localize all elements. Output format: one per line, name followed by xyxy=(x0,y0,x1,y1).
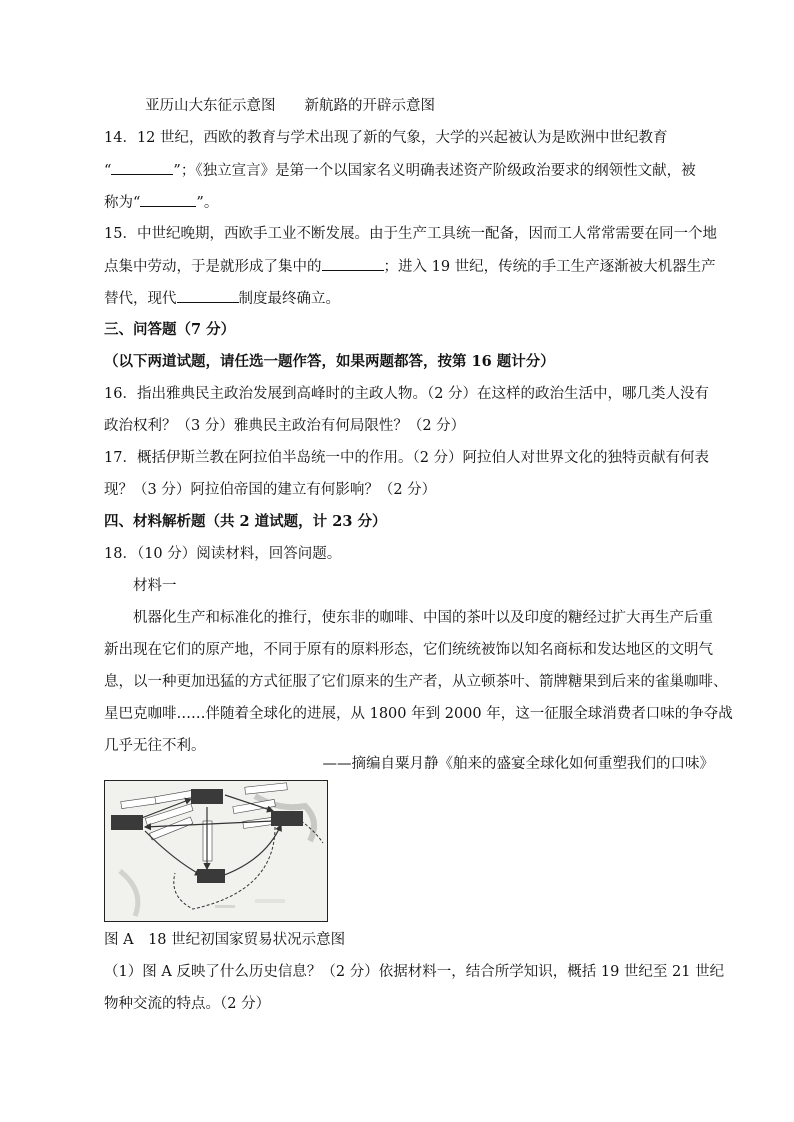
q18-material-p1: 机器化生产和标准化的推行，使东非的咖啡、中国的茶叶以及印度的糖经过扩大再生产后重 xyxy=(133,610,713,626)
map-mark xyxy=(255,899,285,903)
q16-line2: 政治权利？（3 分）雅典民主政治有何局限性？（2 分） xyxy=(104,418,466,434)
q18-material-p5: 几乎无往不利。 xyxy=(104,738,206,754)
region-node xyxy=(191,789,223,804)
region-node xyxy=(197,869,225,883)
section3-note: （以下两道试题，请任选一题作答，如果两题都答，按第 16 题计分） xyxy=(104,353,555,370)
region-node xyxy=(111,815,143,830)
q18-material-p3: 息，以一种更加迅猛的方式征服了它们原来的生产者，从立顿茶叶、箭牌糖果到后来的雀巢咖啡、 xyxy=(104,674,728,690)
q14-quote-open: “ xyxy=(104,163,112,179)
q18-material-p4: 星巴克咖啡……伴随着全球化的进展，从 1800 年到 2000 年，这一征服全球消费者口味的争夺战 xyxy=(104,706,733,722)
region-node xyxy=(271,811,303,826)
q14-line2-text: ”；《独立宣言》是第一个以国家名义明确表述资产阶级政治要求的纲领性文献，被 xyxy=(173,163,696,179)
q14-line2 xyxy=(104,160,696,181)
q14-line3-suffix: ”。 xyxy=(196,195,219,211)
figure-a-caption: 图 A 18 世纪初国家贸易状况示意图 xyxy=(104,932,346,948)
q15-line3-suffix: 制度最终确立。 xyxy=(238,291,340,307)
q14-line3 xyxy=(104,192,218,213)
q15-line3-prefix: 替代，现代 xyxy=(104,291,177,307)
q18-material-label: 材料一 xyxy=(133,578,177,594)
trade-diagram-svg xyxy=(105,781,327,921)
q18-material-p2: 新出现在它们的原产地，不同于原有的原料形态，它们统统被饰以知名商标和发达地区的文明气 xyxy=(104,642,713,658)
section4-title: 四、材料解析题（共 2 道试题，计 23 分） xyxy=(104,513,387,530)
q15-line3 xyxy=(104,288,340,309)
figure-a-trade-diagram xyxy=(104,780,328,922)
q16-line1: 16．指出雅典民主政治发展到高峰时的主政人物。（2 分）在这样的政治生活中，哪几类人没有 xyxy=(104,386,710,402)
map-mark xyxy=(215,905,235,908)
q15-blank-1 xyxy=(322,256,384,271)
q15-line1: 15．中世纪晚期，西欧手工业不断发展。由于生产工具统一配备，因而工人常常需要在同一个地 xyxy=(104,226,717,242)
q15-blank-2 xyxy=(177,288,239,303)
q14-blank-2 xyxy=(140,192,196,207)
q14-line3-prefix: 称为“ xyxy=(104,195,141,211)
q15-line2-prefix: 点集中劳动，于是就形成了集中的 xyxy=(104,259,322,275)
q18-intro: 18．（10 分）阅读材料，回答问题。 xyxy=(104,546,342,562)
q18-source: ——摘编自粟月静《舶来的盛宴全球化如何重塑我们的口味》 xyxy=(322,756,714,772)
q18-sub1-line1: （1）图 A 反映了什么历史信息？（2 分）依据材料一，结合所学知识，概括 19 世纪至 21 世纪 xyxy=(104,964,725,980)
q17-line2: 现？（3 分）阿拉伯帝国的建立有何影响？（2 分） xyxy=(104,482,437,498)
q18-sub1-line2: 物种交流的特点。（2 分） xyxy=(104,996,271,1012)
q15-line2-suffix: ；进入 19 世纪，传统的手工生产逐渐被大机器生产 xyxy=(383,259,716,275)
top-figure-captions: 亚历山大东征示意图 新航路的开辟示意图 xyxy=(145,98,435,114)
q17-line1: 17．概括伊斯兰教在阿拉伯半岛统一中的作用。（2 分）阿拉伯人对世界文化的独特贡献有何表 xyxy=(104,450,710,466)
q14-line1: 14．12 世纪，西欧的教育与学术出现了新的气象，大学的兴起被认为是欧洲中世纪教育 xyxy=(104,130,668,146)
q14-blank-1 xyxy=(111,160,173,175)
section3-title: 三、问答题（7 分） xyxy=(104,321,236,338)
q15-line2 xyxy=(104,256,716,277)
